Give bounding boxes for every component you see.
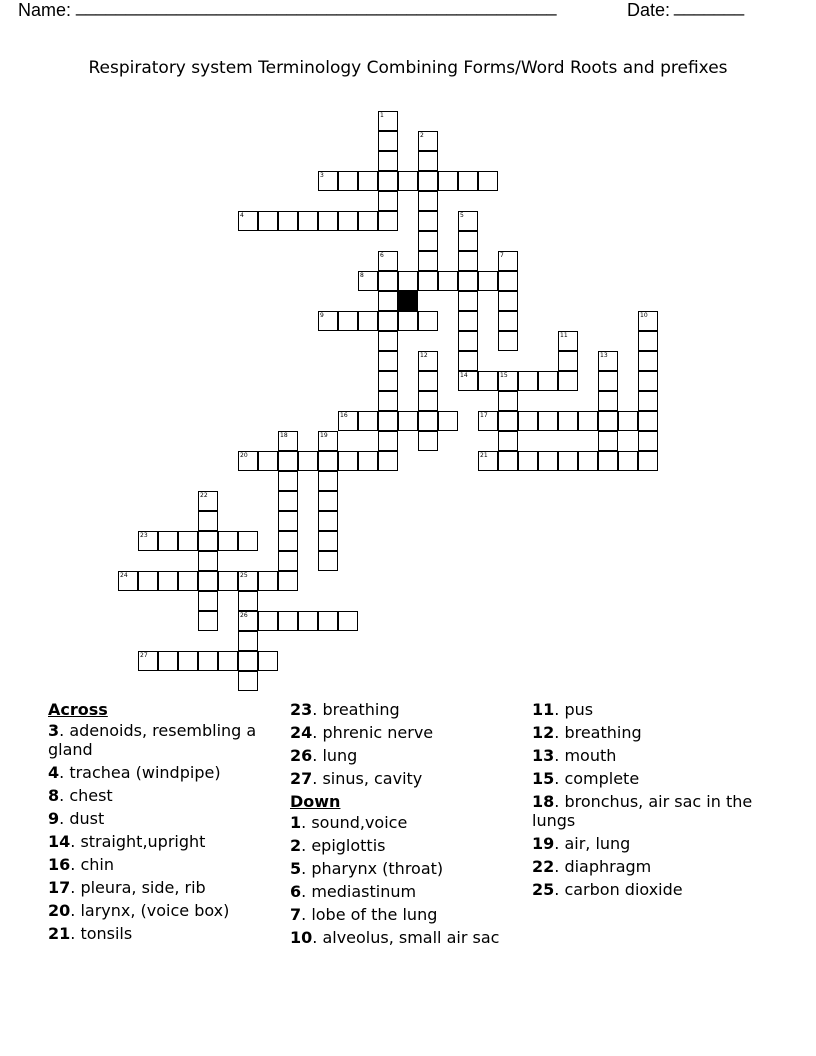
clue-item: 1. sound,voice (290, 813, 408, 832)
clue-text: dust (69, 809, 105, 828)
grid-cell[interactable] (418, 131, 438, 151)
clue-number-label: 18 (532, 792, 555, 811)
grid-cell[interactable] (498, 371, 518, 391)
grid-cell[interactable] (498, 291, 518, 311)
clue-number-label: 11 (532, 700, 555, 719)
clue-number-label: 8 (48, 786, 60, 805)
grid-cell[interactable] (338, 451, 358, 471)
grid-cell[interactable] (258, 651, 278, 671)
clue-number: 2 (420, 132, 424, 139)
grid-cell[interactable] (518, 371, 538, 391)
clue-text: larynx, (voice box) (80, 901, 230, 920)
grid-cell[interactable] (178, 651, 198, 671)
grid-cell[interactable] (238, 211, 258, 231)
grid-cell[interactable] (598, 391, 618, 411)
clue-number-label: 17 (48, 878, 71, 897)
clue-number: 21 (480, 452, 488, 459)
clue-number: 7 (500, 252, 504, 259)
clue-number-label: 21 (48, 924, 71, 943)
grid-cell[interactable] (318, 311, 338, 331)
grid-cell[interactable] (138, 531, 158, 551)
clue-item: 13. mouth (532, 746, 617, 765)
grid-cell[interactable] (318, 551, 338, 571)
clue-number: 6 (380, 252, 384, 259)
grid-cell[interactable] (518, 411, 538, 431)
grid-cell[interactable] (278, 611, 298, 631)
grid-cell[interactable] (318, 211, 338, 231)
grid-cell[interactable] (618, 451, 638, 471)
grid-cell[interactable] (418, 411, 438, 431)
grid-cell[interactable] (378, 271, 398, 291)
grid-cell[interactable] (378, 371, 398, 391)
clue-item: 21. tonsils (48, 924, 133, 943)
grid-cell[interactable] (458, 251, 478, 271)
grid-cell[interactable] (398, 171, 418, 191)
grid-cell[interactable] (278, 571, 298, 591)
clue-text: lung (322, 746, 358, 765)
grid-cell[interactable] (318, 451, 338, 471)
grid-cell[interactable] (498, 251, 518, 271)
clue-item: 7. lobe of the lung (290, 905, 438, 924)
grid-cell[interactable] (338, 411, 358, 431)
grid-cell[interactable] (418, 171, 438, 191)
clue-item: 6. mediastinum (290, 882, 417, 901)
clue-text: diaphragm (564, 857, 652, 876)
grid-cell[interactable] (398, 311, 418, 331)
grid-cell[interactable] (458, 371, 478, 391)
clue-item: 25. carbon dioxide (532, 880, 683, 899)
clue-item: 20. larynx, (voice box) (48, 901, 230, 920)
clue-number-label: 19 (532, 834, 555, 853)
clue-number: 8 (360, 272, 364, 279)
grid-cell[interactable] (418, 391, 438, 411)
grid-cell[interactable] (378, 251, 398, 271)
grid-cell[interactable] (378, 191, 398, 211)
grid-block (398, 291, 418, 311)
clue-text: trachea (windpipe) (69, 763, 221, 782)
clue-text: complete (564, 769, 640, 788)
clue-text: epiglottis (311, 836, 386, 855)
clue-number: 27 (140, 652, 148, 659)
grid-cell[interactable] (158, 571, 178, 591)
clue-number: 3 (320, 172, 324, 179)
grid-cell[interactable] (458, 271, 478, 291)
grid-cell[interactable] (318, 171, 338, 191)
clue-item: 10. alveolus, small air sac (290, 928, 500, 947)
grid-cell[interactable] (478, 411, 498, 431)
grid-cell[interactable] (418, 271, 438, 291)
grid-cell[interactable] (358, 411, 378, 431)
clue-text: tonsils (80, 924, 133, 943)
grid-cell[interactable] (238, 631, 258, 651)
grid-cell[interactable] (458, 311, 478, 331)
grid-cell[interactable] (198, 591, 218, 611)
grid-cell[interactable] (458, 291, 478, 311)
grid-cell[interactable] (138, 571, 158, 591)
grid-cell[interactable] (238, 611, 258, 631)
clue-number-label: 23 (290, 700, 313, 719)
clue-item: 23. breathing (290, 700, 400, 719)
grid-cell[interactable] (458, 331, 478, 351)
grid-cell[interactable] (318, 491, 338, 511)
grid-cell[interactable] (418, 191, 438, 211)
grid-cell[interactable] (278, 551, 298, 571)
clue-number: 13 (600, 352, 608, 359)
page-title: Respiratory system Terminology Combining Forms/Word Roots and prefixes (88, 58, 728, 78)
clue-number-label: 9 (48, 809, 60, 828)
clue-text: pleura, side, rib (80, 878, 206, 897)
grid-cell[interactable] (378, 411, 398, 431)
grid-cell[interactable] (278, 471, 298, 491)
grid-cell[interactable] (558, 411, 578, 431)
grid-cell[interactable] (338, 311, 358, 331)
clue-text: straight,upright (80, 832, 206, 851)
across-clue-list-cont (290, 700, 520, 788)
clue-item: 9. dust (48, 809, 105, 828)
grid-cell[interactable] (558, 451, 578, 471)
grid-cell[interactable] (138, 651, 158, 671)
grid-cell[interactable] (598, 431, 618, 451)
clue-number: 15 (500, 372, 508, 379)
clue-text: sinus, cavity (322, 769, 423, 788)
across-heading: Across (48, 700, 108, 719)
grid-cell[interactable] (258, 451, 278, 471)
clue-text: air, lung (564, 834, 631, 853)
clue-number: 25 (240, 572, 248, 579)
grid-cell[interactable] (478, 271, 498, 291)
clue-number: 22 (200, 492, 208, 499)
name-label: Name: (18, 0, 72, 20)
grid-cell[interactable] (378, 431, 398, 451)
clue-number: 11 (560, 332, 568, 339)
grid-cell[interactable] (158, 531, 178, 551)
grid-cell[interactable] (198, 651, 218, 671)
grid-cell[interactable] (458, 211, 478, 231)
grid-cell[interactable] (418, 371, 438, 391)
grid-cell[interactable] (218, 531, 238, 551)
clues-column-1 (48, 700, 278, 947)
clue-number-label: 20 (48, 901, 71, 920)
grid-cell[interactable] (398, 411, 418, 431)
clue-item: 2. epiglottis (290, 836, 386, 855)
grid-cell[interactable] (358, 311, 378, 331)
grid-cell[interactable] (638, 351, 658, 371)
grid-cell[interactable] (438, 171, 458, 191)
clue-text: mediastinum (311, 882, 417, 901)
grid-cell[interactable] (238, 451, 258, 471)
grid-cell[interactable] (558, 331, 578, 351)
grid-cell[interactable] (418, 251, 438, 271)
clue-text: lobe of the lung (311, 905, 438, 924)
clue-number-label: 22 (532, 857, 555, 876)
grid-cell[interactable] (378, 391, 398, 411)
grid-cell[interactable] (638, 391, 658, 411)
clue-number-label: 27 (290, 769, 313, 788)
grid-cell[interactable] (458, 171, 478, 191)
clue-text: bronchus, air sac in the lungs (532, 792, 753, 830)
clue-text: chin (80, 855, 114, 874)
clue-number: 12 (420, 352, 428, 359)
grid-cell[interactable] (538, 371, 558, 391)
grid-cell[interactable] (178, 571, 198, 591)
clue-text: breathing (564, 723, 642, 742)
clue-item: 18. bronchus, air sac in the lungs (532, 792, 753, 830)
clue-number-label: 3 (48, 721, 60, 740)
grid-cell[interactable] (498, 271, 518, 291)
clues-column-3 (532, 700, 782, 903)
clue-number-label: 4 (48, 763, 60, 782)
clue-item: 8. chest (48, 786, 113, 805)
grid-cell[interactable] (398, 271, 418, 291)
grid-cell[interactable] (478, 371, 498, 391)
clue-number-label: 6 (290, 882, 302, 901)
clue-number-label: 26 (290, 746, 313, 765)
grid-cell[interactable] (378, 291, 398, 311)
grid-cell[interactable] (598, 371, 618, 391)
grid-cell[interactable] (378, 211, 398, 231)
grid-cell[interactable] (238, 571, 258, 591)
grid-cell[interactable] (178, 531, 198, 551)
clue-number: 1 (380, 112, 384, 119)
clue-text: sound,voice (311, 813, 408, 832)
clue-number-label: 10 (290, 928, 313, 947)
clue-number-label: 13 (532, 746, 555, 765)
grid-cell[interactable] (278, 431, 298, 451)
grid-cell[interactable] (198, 571, 218, 591)
clue-text: breathing (322, 700, 400, 719)
grid-cell[interactable] (358, 271, 378, 291)
grid-cell[interactable] (258, 611, 278, 631)
clues-column-2 (290, 700, 520, 951)
date-label: Date: (627, 0, 671, 20)
grid-cell[interactable] (598, 351, 618, 371)
grid-cell[interactable] (418, 231, 438, 251)
clue-number: 16 (340, 412, 348, 419)
grid-cell[interactable] (578, 411, 598, 431)
grid-cell[interactable] (378, 151, 398, 171)
grid-cell[interactable] (298, 211, 318, 231)
clue-text: pus (564, 700, 594, 719)
clue-text: adenoids, resembling a gland (48, 721, 257, 759)
grid-cell[interactable] (278, 491, 298, 511)
clue-number-label: 25 (532, 880, 555, 899)
grid-cell[interactable] (518, 451, 538, 471)
grid-cell[interactable] (338, 611, 358, 631)
grid-cell[interactable] (498, 411, 518, 431)
clue-item: 22. diaphragm (532, 857, 652, 876)
grid-cell[interactable] (558, 371, 578, 391)
grid-cell[interactable] (378, 351, 398, 371)
grid-cell[interactable] (498, 311, 518, 331)
clue-number-label: 5 (290, 859, 302, 878)
grid-cell[interactable] (418, 311, 438, 331)
clue-text: carbon dioxide (564, 880, 683, 899)
clue-number: 26 (240, 612, 248, 619)
grid-cell[interactable] (298, 451, 318, 471)
grid-cell[interactable] (238, 651, 258, 671)
grid-cell[interactable] (478, 451, 498, 471)
grid-cell[interactable] (198, 531, 218, 551)
grid-cell[interactable] (118, 571, 138, 591)
grid-cell[interactable] (198, 491, 218, 511)
clue-number-label: 16 (48, 855, 71, 874)
clue-item: 17. pleura, side, rib (48, 878, 206, 897)
grid-cell[interactable] (258, 211, 278, 231)
grid-cell[interactable] (338, 211, 358, 231)
grid-cell[interactable] (598, 451, 618, 471)
grid-cell[interactable] (378, 171, 398, 191)
clue-number: 17 (480, 412, 488, 419)
grid-cell[interactable] (458, 351, 478, 371)
clue-item: 11. pus (532, 700, 594, 719)
clue-item: 27. sinus, cavity (290, 769, 423, 788)
grid-cell[interactable] (218, 651, 238, 671)
grid-cell[interactable] (498, 391, 518, 411)
clue-number: 18 (280, 432, 288, 439)
grid-cell[interactable] (538, 411, 558, 431)
clue-item: 24. phrenic nerve (290, 723, 434, 742)
date-line[interactable]: _______ (674, 0, 745, 16)
clue-text: chest (69, 786, 113, 805)
clue-text: alveolus, small air sac (322, 928, 500, 947)
grid-cell[interactable] (578, 451, 598, 471)
grid-cell[interactable] (158, 651, 178, 671)
grid-cell[interactable] (638, 331, 658, 351)
grid-cell[interactable] (258, 571, 278, 591)
grid-cell[interactable] (438, 271, 458, 291)
grid-cell[interactable] (198, 551, 218, 571)
clue-item: 12. breathing (532, 723, 642, 742)
grid-cell[interactable] (638, 311, 658, 331)
grid-cell[interactable] (538, 451, 558, 471)
down-clue-list (290, 813, 520, 947)
clue-number: 5 (460, 212, 464, 219)
clue-number-label: 24 (290, 723, 313, 742)
grid-cell[interactable] (358, 211, 378, 231)
grid-cell[interactable] (318, 431, 338, 451)
across-clue-list (48, 721, 278, 943)
clue-text: pharynx (throat) (311, 859, 444, 878)
clue-number-label: 2 (290, 836, 302, 855)
grid-cell[interactable] (458, 231, 478, 251)
clue-number-label: 15 (532, 769, 555, 788)
grid-cell[interactable] (498, 431, 518, 451)
grid-cell[interactable] (418, 151, 438, 171)
grid-cell[interactable] (358, 171, 378, 191)
grid-cell[interactable] (318, 511, 338, 531)
clue-number-label: 14 (48, 832, 71, 851)
clue-number: 14 (460, 372, 468, 379)
grid-cell[interactable] (198, 611, 218, 631)
grid-cell[interactable] (418, 431, 438, 451)
grid-cell[interactable] (338, 171, 358, 191)
clue-item: 26. lung (290, 746, 358, 765)
grid-cell[interactable] (378, 451, 398, 471)
grid-cell[interactable] (238, 591, 258, 611)
clue-item: 14. straight,upright (48, 832, 206, 851)
grid-cell[interactable] (318, 611, 338, 631)
grid-cell[interactable] (278, 211, 298, 231)
clue-number: 24 (120, 572, 128, 579)
clue-item: 16. chin (48, 855, 114, 874)
grid-cell[interactable] (238, 531, 258, 551)
grid-cell[interactable] (358, 451, 378, 471)
grid-cell[interactable] (638, 431, 658, 451)
clue-number: 20 (240, 452, 248, 459)
grid-cell[interactable] (558, 351, 578, 371)
grid-cell[interactable] (378, 131, 398, 151)
grid-cell[interactable] (498, 331, 518, 351)
grid-cell[interactable] (318, 531, 338, 551)
down-heading: Down (290, 792, 341, 811)
grid-cell[interactable] (638, 371, 658, 391)
clue-item: 4. trachea (windpipe) (48, 763, 221, 782)
clue-item: 15. complete (532, 769, 640, 788)
grid-cell[interactable] (438, 411, 458, 431)
grid-cell[interactable] (318, 471, 338, 491)
clue-number: 19 (320, 432, 328, 439)
grid-cell[interactable] (198, 511, 218, 531)
grid-cell[interactable] (218, 571, 238, 591)
grid-cell[interactable] (378, 311, 398, 331)
grid-cell[interactable] (638, 411, 658, 431)
grid-cell[interactable] (618, 411, 638, 431)
clue-number-label: 12 (532, 723, 555, 742)
clue-number: 9 (320, 312, 324, 319)
down-clue-list-cont (532, 700, 782, 899)
grid-cell[interactable] (238, 671, 258, 691)
grid-cell[interactable] (278, 531, 298, 551)
grid-cell[interactable] (418, 351, 438, 371)
grid-cell[interactable] (638, 451, 658, 471)
grid-cell[interactable] (598, 411, 618, 431)
clue-text: phrenic nerve (322, 723, 434, 742)
grid-cell[interactable] (498, 451, 518, 471)
grid-cell[interactable] (378, 111, 398, 131)
clue-number: 23 (140, 532, 148, 539)
grid-cell[interactable] (298, 611, 318, 631)
grid-cell[interactable] (418, 211, 438, 231)
grid-cell[interactable] (378, 331, 398, 351)
clue-number: 4 (240, 212, 244, 219)
clue-number-label: 7 (290, 905, 302, 924)
clue-item: 3. adenoids, resembling a gland (48, 721, 257, 759)
grid-cell[interactable] (278, 451, 298, 471)
clue-text: mouth (564, 746, 617, 765)
name-line[interactable]: ________________________________________________ (76, 0, 557, 16)
grid-cell[interactable] (278, 511, 298, 531)
clue-item: 19. air, lung (532, 834, 631, 853)
clue-item: 5. pharynx (throat) (290, 859, 444, 878)
grid-cell[interactable] (478, 171, 498, 191)
clue-number: 10 (640, 312, 648, 319)
clue-number-label: 1 (290, 813, 302, 832)
